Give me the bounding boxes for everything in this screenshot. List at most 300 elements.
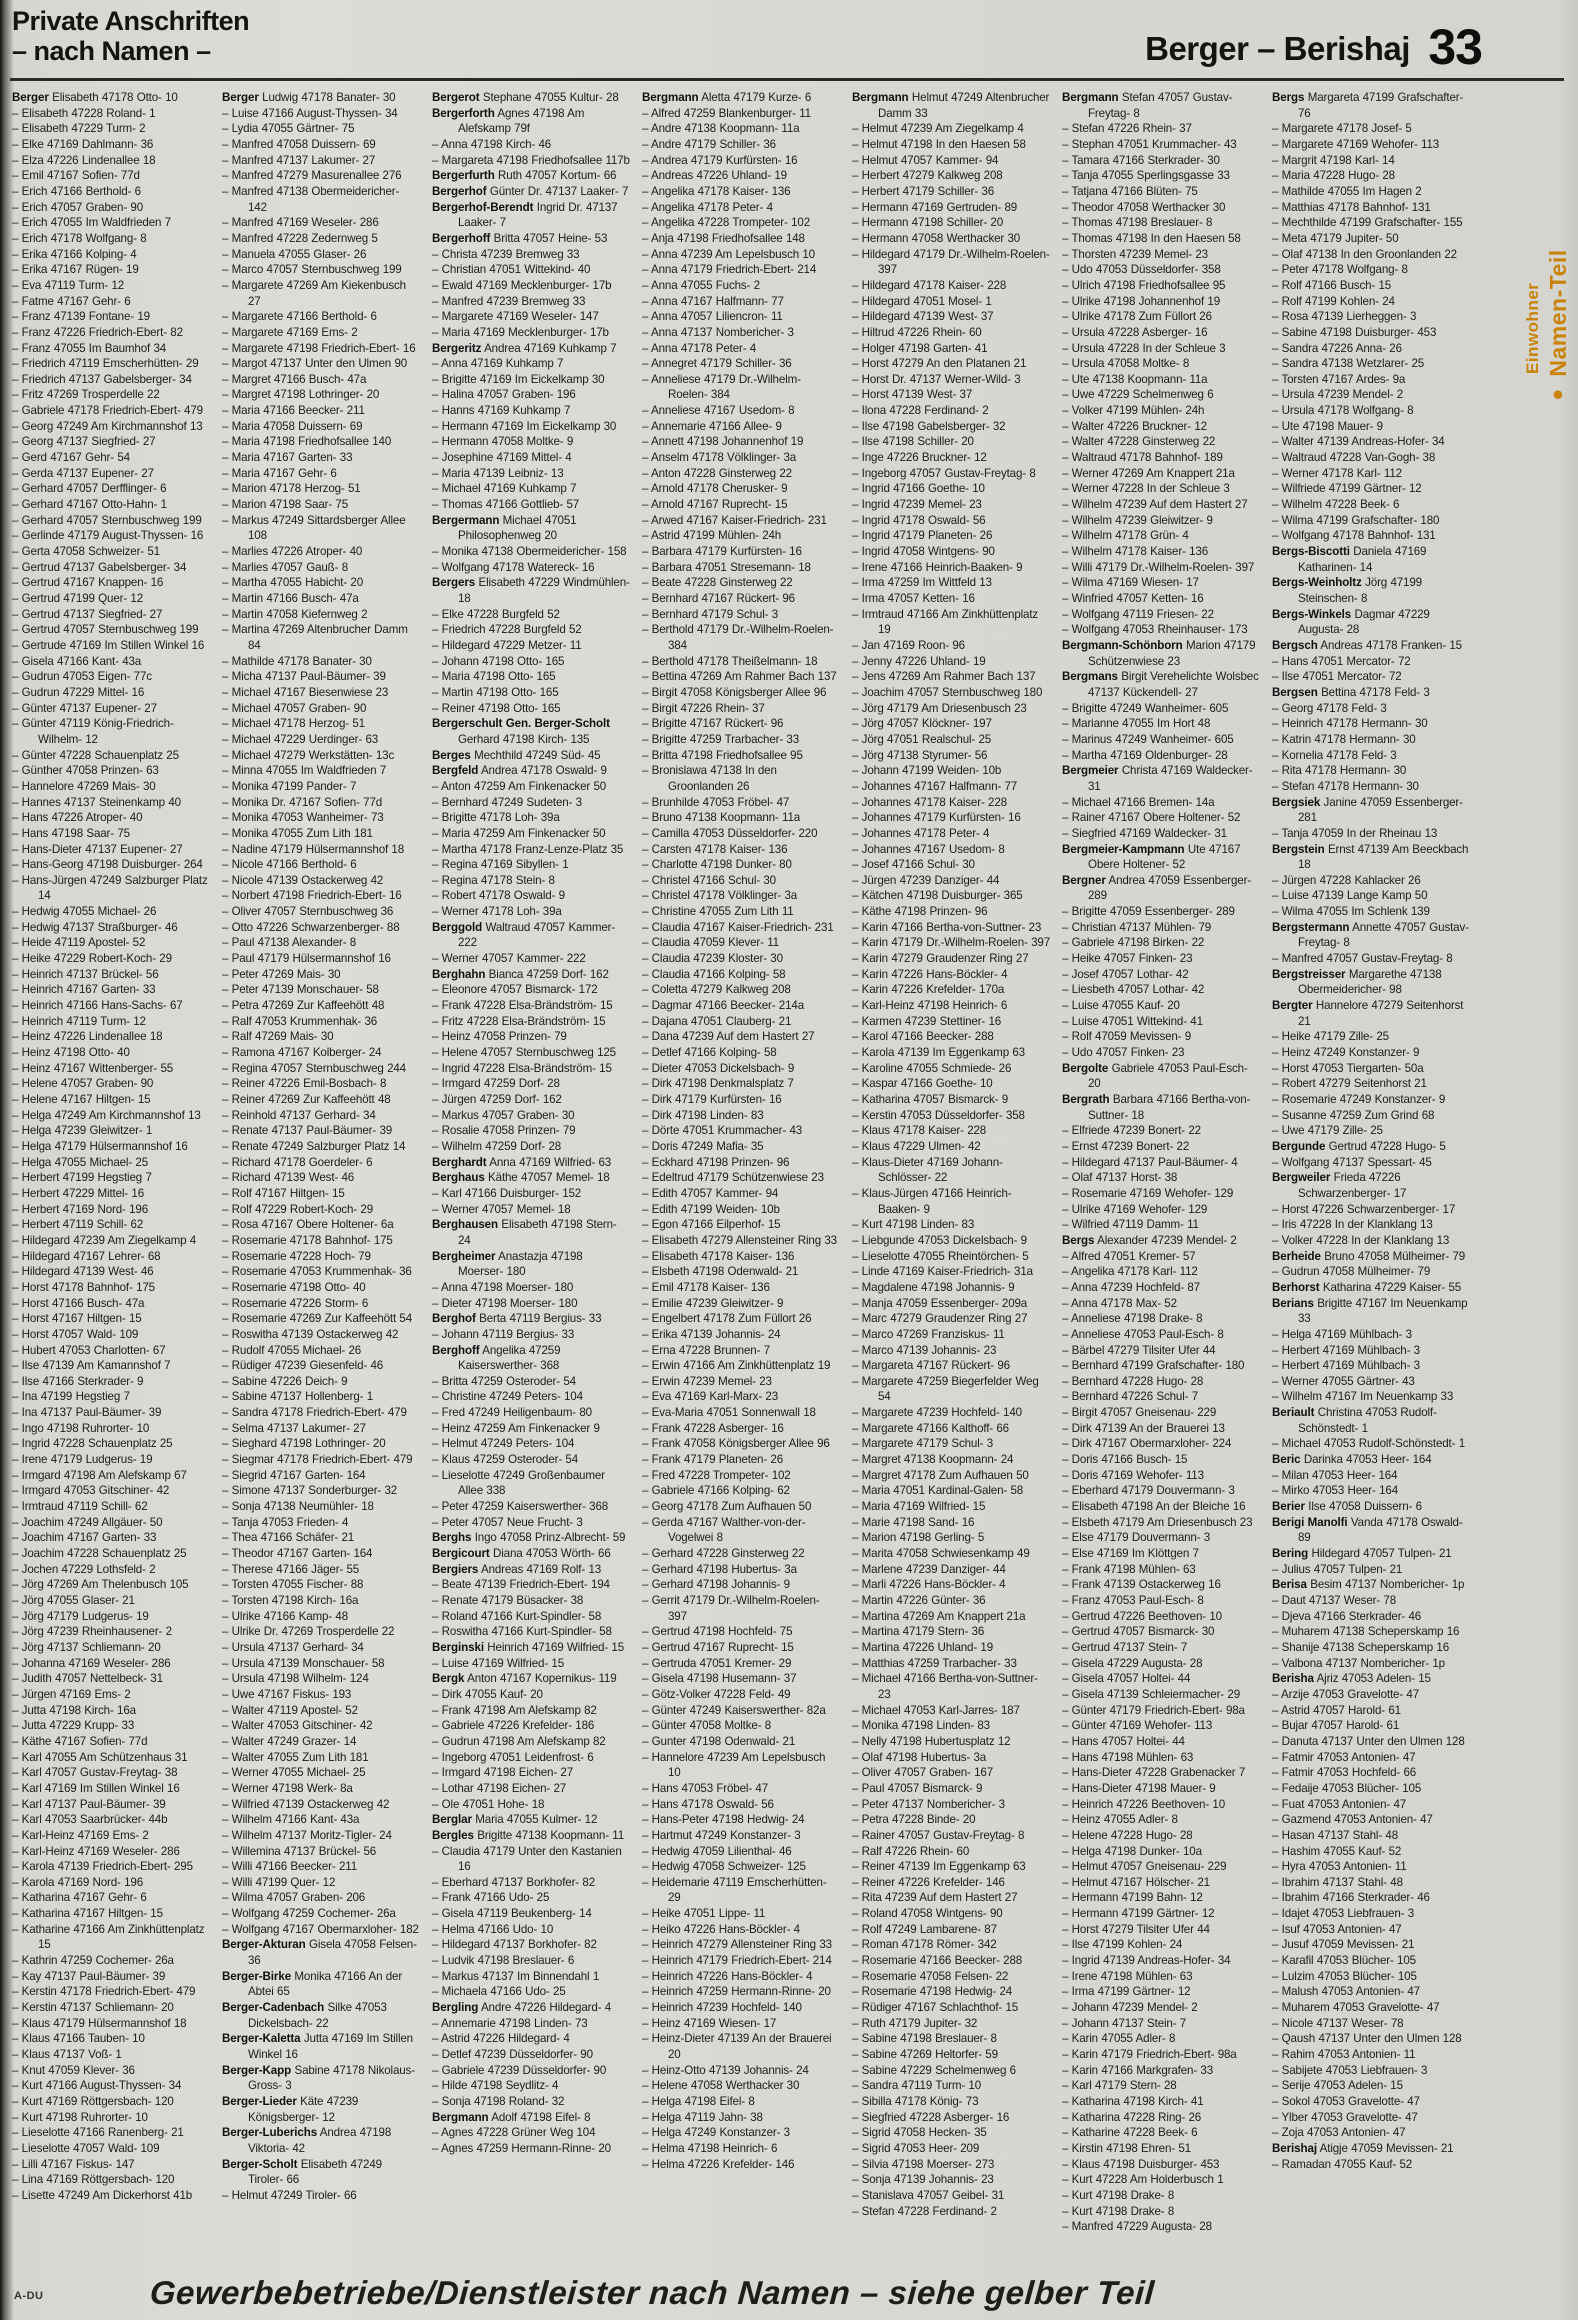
directory-entry: – Heinrich 47166 Hans-Sachs- 67	[12, 999, 183, 1013]
directory-entry: – Helga 47249 Am Kirchmannshof 13	[12, 1108, 201, 1122]
directory-entry: – Bronislawa 47138 In den Groonlanden 26	[642, 764, 777, 793]
directory-entry: Bergeritz Andrea 47169 Kuhkamp 7	[432, 341, 617, 355]
directory-entry: – Dana 47239 Auf dem Hastert 27	[642, 1030, 815, 1044]
directory-entry: – Liebgunde 47053 Dickelsbach- 9	[852, 1233, 1027, 1247]
directory-entry: – Hildegard 47239 Am Ziegelkamp 4	[12, 1233, 197, 1247]
directory-entry: – Gertrud 47057 Sternbuschweg 199	[12, 623, 199, 637]
directory-entry: – Willemina 47137 Brückel- 56	[222, 1844, 377, 1858]
directory-entry: – Manfred 47279 Masurenallee 276	[222, 169, 402, 183]
directory-entry: – Sokol 47053 Gravelotte- 47	[1272, 2095, 1420, 2108]
directory-entry: – Margarete 47179 Schul- 3	[852, 1437, 994, 1451]
directory-entry: – Karin 47166 Bertha-von-Suttner- 23	[852, 920, 1042, 934]
directory-entry: – Gisela 47198 Husemann- 37	[642, 1672, 797, 1686]
directory-entry: – Luise 47051 Wittekind- 41	[1062, 1014, 1203, 1028]
directory-entry: – Nicole 47139 Ostackerweg 42	[222, 873, 384, 887]
directory-entry: – Theodor 47167 Garten- 164	[222, 1547, 373, 1561]
directory-entry: – Horst 47167 Hiltgen- 15	[12, 1312, 142, 1326]
directory-entry: – Josef 47166 Schul- 30	[852, 858, 975, 872]
directory-entry: – Reiner 47198 Otto- 165	[432, 701, 561, 715]
directory-entry: Berger-Birke Monika 47166 An der Abtei 65	[222, 1969, 403, 1999]
directory-entry: – Hartmut 47249 Konstanzer- 3	[642, 1828, 801, 1842]
directory-entry: – Hedwig 47055 Michael- 26	[12, 905, 157, 919]
directory-entry: – Inge 47226 Bruckner- 12	[852, 451, 987, 465]
directory-entry: – Karl-Heinz 47169 Weseler- 286	[12, 1844, 180, 1858]
directory-entry: – Sandra 47138 Wetzlarer- 25	[1272, 357, 1425, 371]
directory-entry: – Emil 47167 Sofien- 77d	[12, 169, 140, 183]
directory-entry: – Jürgen 47239 Danziger- 44	[852, 873, 1000, 887]
directory-entry: – Rosemarie 47058 Felsen- 22	[852, 1969, 1009, 1983]
directory-entry: – Michael 47229 Uerdinger- 63	[222, 732, 379, 746]
directory-entry: – Günter 47179 Friedrich-Ebert- 98a	[1062, 1703, 1245, 1717]
directory-entry: – Regina 47169 Sibyllen- 1	[432, 858, 569, 872]
directory-entry: – Ilse 47051 Mercator- 72	[1272, 670, 1402, 684]
directory-entry: – Karl-Heinz 47198 Heinrich- 6	[852, 999, 1008, 1013]
directory-entry: – Anton 47228 Ginsterweg 22	[642, 466, 792, 480]
directory-entry: – Hans 47198 Mühlen- 63	[1062, 1750, 1194, 1764]
directory-entry: – Michael 47053 Rudolf-Schönstedt- 1	[1272, 1437, 1466, 1451]
directory-entry: – Nicole 47166 Berthold- 6	[222, 858, 357, 872]
directory-entry: – Heinz 47226 Lindenallee 18	[12, 1030, 163, 1044]
directory-entry: – Rolf 47166 Busch- 15	[1272, 278, 1392, 292]
directory-entry: – Klaus 47166 Tauben- 10	[12, 2032, 145, 2046]
directory-entry: – Ilse 47198 Schiller- 20	[852, 435, 974, 449]
directory-entry: – Anneliese 47167 Usedom- 8	[642, 404, 795, 418]
directory-entry: – Elke 47228 Burgfeld 52	[432, 607, 560, 621]
directory-entry: – Hilde 47198 Seydlitz- 4	[432, 2079, 559, 2093]
directory-entry: – Gudrun 47229 Mittel- 16	[12, 685, 145, 699]
directory-entry: – Brigitte 47169 Im Eickelkamp 30	[432, 372, 605, 386]
directory-entry: – Jörg 47055 Glaser- 21	[12, 1594, 135, 1607]
directory-entry: – Ylber 47053 Gravelotte- 47	[1272, 2110, 1418, 2124]
directory-entry: – Karol 47166 Beecker- 288	[852, 1030, 994, 1044]
directory-entry: Bergunde Gertrud 47228 Hugo- 5	[1272, 1139, 1446, 1153]
directory-entry: – Annemarie 47166 Allee- 9	[642, 419, 782, 433]
directory-entry: – Robert 47178 Oswald- 9	[432, 889, 565, 903]
directory-entry: – Kirstin 47198 Ehren- 51	[1062, 2141, 1191, 2155]
directory-entry: – Heike 47051 Lippe- 11	[642, 1907, 766, 1921]
directory-entry: – Ibrahim 47166 Sterkrader- 46	[1272, 1891, 1430, 1905]
directory-entry: – Sabine 47198 Breslauer- 8	[852, 2032, 997, 2046]
directory-entry: – Ilona 47228 Ferdinand- 2	[852, 404, 989, 418]
directory-entry: – Horst 47279 Tilsiter Ufer 44	[1062, 1922, 1210, 1936]
directory-entry: Berisa Besim 47137 Nombericher- 1p	[1272, 1578, 1465, 1592]
directory-entry: – Eva 47169 Karl-Marx- 23	[642, 1390, 778, 1404]
directory-entry: – Heinz 47169 Wiesen- 17	[642, 2016, 777, 2030]
directory-entry: – Erich 47166 Berthold- 6	[12, 184, 141, 198]
directory-entry: – Karola 47139 Im Eggenkamp 63	[852, 1046, 1025, 1060]
directory-entry: – Kurt 47198 Ruhrorter- 10	[12, 2110, 148, 2124]
directory-entry: – Roland 47166 Kurt-Spindler- 58	[432, 1609, 602, 1623]
directory-entry: – Margret 47198 Lothringer- 20	[222, 388, 380, 402]
directory-entry: – Gisela 47139 Schleiermacher- 29	[1062, 1687, 1240, 1701]
directory-entry: – Peter 47139 Monschauer- 58	[222, 983, 379, 997]
directory-entry: – Gabriele 47239 Düsseldorfer- 90	[432, 2063, 607, 2077]
directory-entry: – Manja 47059 Essenberger- 209a	[852, 1296, 1028, 1310]
directory-entry: Bergmans Birgit Verehelichte Wolsbec 47137 Kückendell- 27	[1062, 670, 1259, 699]
directory-entry: – Ilse 47198 Gabelsberger- 32	[852, 419, 1006, 433]
directory-entry: – Hedwig 47137 Straßburger- 46	[12, 920, 178, 934]
directory-entry: – Rosemarie 47166 Beecker- 288	[852, 1954, 1023, 1968]
directory-entry: – Tanja 47055 Sperlingsgasse 33	[1062, 169, 1230, 183]
directory-entry: Bergerforth Agnes 47198 Am Alefskamp 79f	[432, 106, 585, 136]
directory-entry: – Werner 47055 Gärtner- 43	[1272, 1374, 1415, 1388]
directory-entry: – Christel 47178 Völklinger- 3a	[642, 889, 798, 903]
directory-entry: – Brigitte 47178 Loh- 39a	[432, 811, 560, 825]
directory-entry: – Helmut 47239 Am Ziegelkamp 4	[852, 122, 1024, 136]
directory-entry: – Edith 47199 Weiden- 10b	[642, 1202, 780, 1216]
directory-entry: – Fuat 47053 Antonien- 47	[1272, 1797, 1407, 1811]
directory-entry: – Rita 47178 Hermann- 30	[1272, 764, 1407, 778]
directory-entry: – Ewald 47169 Mecklenburger- 17b	[432, 278, 612, 292]
directory-entry: – Hermann 47199 Bahn- 12	[1062, 1891, 1203, 1905]
directory-entry: – Walter 47055 Zum Lith 181	[222, 1750, 369, 1764]
directory-entry: Berier Ilse 47058 Duissern- 6	[1272, 1500, 1422, 1514]
directory-entry: – Karl 47053 Saarbrücker- 44b	[12, 1813, 168, 1827]
directory-entry: Berghaus Käthe 47057 Memel- 18	[432, 1171, 610, 1185]
directory-entry: – Katharina 47228 Ring- 26	[1062, 2110, 1202, 2124]
directory-entry: – Manfred 47169 Weseler- 286	[222, 216, 379, 230]
directory-entry: – Ingeborg 47051 Leidenfrost- 6	[432, 1750, 594, 1764]
directory-entry: – Karin 47179 Dr.-Wilhelm-Roelen- 397	[852, 936, 1050, 950]
directory-entry: – Nicole 47137 Weser- 78	[1272, 2016, 1404, 2030]
directory-entry: – Klaus-Jürgen 47166 Heinrich-Baaken- 9	[852, 1186, 1012, 1216]
directory-entry: – Walter 47119 Apostel- 52	[222, 1703, 358, 1717]
directory-entry: – Tamara 47166 Sterkrader- 30	[1062, 153, 1220, 167]
directory-entry: – Birgit 47058 Königsberger Allee 96	[642, 685, 827, 699]
directory-entry: – Rolf 47229 Robert-Koch- 29	[222, 1202, 374, 1216]
directory-entry: – Olaf 47138 In den Groonlanden 22	[1272, 247, 1457, 261]
directory-entry: – Sandra 47226 Anna- 26	[1272, 341, 1402, 355]
directory-entry: – Tanja 47053 Frieden- 4	[222, 1515, 349, 1529]
directory-entry: – Ute 47198 Mauer- 9	[1272, 419, 1383, 433]
directory-entry: – Lulzim 47053 Blücher- 105	[1272, 1969, 1417, 1983]
directory-entry: – Johann 47239 Mendel- 2	[1062, 2001, 1198, 2015]
header-name-range	[1145, 18, 1482, 76]
directory-entry: – Rosa 47139 Lierheggen- 3	[1272, 310, 1417, 324]
directory-entry: – Hedwig 47059 Lilienthal- 46	[642, 1844, 792, 1858]
directory-entry: – Petra 47228 Binde- 20	[852, 1813, 976, 1827]
directory-entry: – Gabriele 47198 Birken- 22	[1062, 936, 1205, 950]
directory-entry: – Ulrike 47198 Johannenhof 19	[1062, 294, 1220, 308]
directory-entry: – Jürgen 47228 Kahlacker 26	[1272, 873, 1421, 887]
directory-entry: Bergstreisser Margarethe 47138 Obermeidericher- 98	[1272, 967, 1442, 997]
directory-entry: – Shanije 47138 Scheperskamp 16	[1272, 1640, 1450, 1654]
directory-entry: – Heidemarie 47119 Emscherhütten- 29	[642, 1875, 827, 1905]
directory-entry: – Minna 47055 Im Waldfrieden 7	[222, 764, 387, 778]
directory-entry: – Roswitha 47166 Kurt-Spindler- 58	[432, 1625, 612, 1639]
directory-entry: – Wilhelm 47259 Dorf- 28	[432, 1139, 562, 1153]
directory-entry: Bergerhof-Berendt Ingrid Dr. 47137 Laaker- 7	[432, 200, 618, 230]
directory-entry: – Irmtraud 47166 Am Zinkhüttenplatz 19	[852, 607, 1039, 637]
section-tab-einwohner: Einwohner	[1523, 282, 1542, 374]
directory-entry: – Helma 47198 Heinrich- 6	[642, 2141, 778, 2155]
directory-entry: – Muharem 47053 Gravelotte- 47	[1272, 2001, 1440, 2015]
directory-entry: – Hans 47226 Atroper- 40	[12, 811, 143, 825]
directory-entry: – Reiner 47226 Krefelder- 146	[852, 1875, 1005, 1889]
directory-entry: – Manuela 47055 Glaser- 26	[222, 247, 367, 261]
directory-entry: – Margarete 47169 Weseler- 147	[432, 310, 599, 324]
directory-entry: Berhorst Katharina 47229 Kaiser- 55	[1272, 1280, 1462, 1294]
directory-entry: – Birgit 47057 Gneisenau- 229	[1062, 1406, 1217, 1420]
directory-entry: – Norbert 47198 Friedrich-Ebert- 16	[222, 889, 402, 903]
directory-entry: – Gerhard 47057 Derfflinger- 6	[12, 482, 167, 496]
directory-entry: – Ernst 47239 Bonert- 22	[1062, 1139, 1190, 1153]
directory-entry: – Sonja 47139 Johannis- 23	[852, 2173, 994, 2187]
directory-entry: – Erich 47178 Wolfgang- 8	[12, 231, 147, 245]
directory-entry: – Eleonore 47057 Bismarck- 172	[432, 983, 598, 997]
directory-entry: – Karin 47179 Friedrich-Ebert- 98a	[1062, 2048, 1237, 2062]
directory-entry: – Reiner 47226 Emil-Bosbach- 8	[222, 1077, 387, 1091]
directory-entry: – Werner 47228 In der Schleue 3	[1062, 482, 1230, 496]
directory-entry: – Alfred 47259 Blankenburger- 11	[642, 106, 811, 120]
directory-entry: – Herbert 47119 Schill- 62	[12, 1218, 144, 1232]
directory-entry: Berghardt Anna 47169 Wilfried- 63	[432, 1155, 612, 1169]
directory-entry: – Margarete 47169 Ems- 2	[222, 325, 358, 339]
directory-entry: – Monika 47055 Zum Lith 181	[222, 826, 373, 840]
directory-entry: Bergsen Bettina 47178 Feld- 3	[1272, 685, 1430, 699]
directory-entry: Berges Mechthild 47249 Süd- 45	[432, 748, 601, 762]
directory-entry: – Judith 47057 Nettelbeck- 31	[12, 1672, 163, 1686]
directory-entry: – Heike 47057 Finken- 23	[1062, 952, 1193, 966]
directory-entry: – Horst 47178 Bahnhof- 175	[12, 1280, 155, 1294]
directory-entry: – Thomas 47198 In den Haesen 58	[1062, 231, 1241, 245]
directory-entry: – Ibrahim 47137 Stahl- 48	[1272, 1875, 1403, 1889]
directory-entry: – Erika 47167 Rügen- 19	[12, 263, 139, 277]
directory-entry: – Hildegard 47178 Kaiser- 228	[852, 278, 1007, 292]
directory-entry: – Waltraud 47178 Bahnhof- 189	[1062, 451, 1223, 465]
directory-entry: – Irmgard 47198 Eichen- 27	[432, 1766, 574, 1780]
directory-entry: – Gertrud 47167 Ruprecht- 15	[642, 1640, 794, 1654]
directory-entry: – Britta 47259 Osteroder- 54	[432, 1374, 576, 1388]
directory-entry: Berigi Manolfi Vanda 47178 Oswald- 89	[1272, 1515, 1463, 1545]
directory-entry: – Wilma 47199 Grafschafter- 180	[1272, 513, 1440, 527]
directory-entry: – Gerhard 47057 Sternbuschweg 199	[12, 513, 202, 527]
directory-entry: – Elke 47169 Dahlmann- 36	[12, 137, 154, 151]
directory-entry: – Michael 47169 Kuhkamp 7	[432, 482, 577, 496]
directory-entry: – Emilie 47239 Gleiwitzer- 9	[642, 1296, 784, 1310]
directory-entry: – Bernhard 47167 Rückert- 96	[642, 592, 795, 605]
directory-entry: – Martina 47179 Stern- 36	[852, 1625, 985, 1639]
directory-entry: – Jens 47269 Am Rahmer Bach 137	[852, 670, 1036, 684]
directory-entry: – Fatme 47167 Gehr- 6	[12, 294, 131, 308]
directory-entry: – Helmut 47249 Peters- 104	[432, 1437, 575, 1451]
directory-entry: – Gerrit 47179 Dr.-Wilhelm-Roelen- 397	[642, 1594, 820, 1623]
directory-entry: – Andre 47138 Koopmann- 11a	[642, 122, 800, 136]
directory-entry: – Mirko 47053 Heer- 164	[1272, 1484, 1398, 1498]
directory-entry: – Klaus-Dieter 47169 Johann-Schlösser- 22	[852, 1155, 1003, 1185]
directory-entry: Bergerschult Gen. Berger-Scholt Gerhard 47198 Kirch- 135	[432, 717, 610, 746]
directory-entry: – Selma 47137 Lakumer- 27	[222, 1421, 366, 1435]
directory-entry: – Werner 47055 Michael- 25	[222, 1766, 366, 1780]
directory-entry: – Heiko 47226 Hans-Böckler- 4	[642, 1922, 800, 1936]
directory-entry: – Heinrich 47179 Friedrich-Ebert- 214	[642, 1954, 832, 1968]
directory-entry: Bergs-Weinholtz Jörg 47199 Steinschen- 8	[1272, 576, 1422, 605]
directory-entry: – Elisabeth 47229 Turm- 2	[12, 122, 146, 136]
directory-entry: – Bettina 47269 Am Rahmer Bach 137	[642, 670, 837, 684]
directory-entry: – Volker 47199 Mühlen- 24h	[1062, 404, 1205, 418]
directory-entry: – Detlef 47166 Kolping- 58	[642, 1046, 777, 1060]
directory-entry: – Heinrich 47226 Beethoven- 10	[1062, 1797, 1225, 1811]
directory-entry: – Hildegard 47167 Lehrer- 68	[12, 1249, 161, 1263]
directory-entry: – Roland 47058 Wintgens- 90	[852, 1907, 1003, 1921]
directory-entry: – Werner 47057 Memel- 18	[432, 1202, 571, 1216]
directory-entry: – Serije 47053 Adelen- 15	[1272, 2079, 1403, 2093]
directory-entry: – Sigrid 47053 Heer- 209	[852, 2141, 980, 2155]
directory-entry: – Ina 47137 Paul-Bäumer- 39	[12, 1406, 162, 1420]
directory-entry: – Margrit 47198 Karl- 14	[1272, 153, 1395, 167]
directory-entry: – Andre 47179 Schiller- 36	[642, 137, 776, 151]
directory-entry: – Stefan 47228 Ferdinand- 2	[852, 2204, 997, 2218]
directory-entry: – Eckhard 47198 Prinzen- 96	[642, 1155, 790, 1169]
directory-entry: – Heinz 47249 Konstanzer- 9	[1272, 1046, 1420, 1060]
directory-entry: – Rosemarie 47269 Zur Kaffeehött 54	[222, 1312, 413, 1326]
directory-entry: – Jochen 47229 Lothsfeld- 2	[12, 1562, 156, 1576]
directory-entry: – Rolf 47199 Kohlen- 24	[1272, 294, 1395, 308]
directory-entry: – Martha 47055 Habicht- 20	[222, 576, 364, 590]
directory-entry: – Helmut 47057 Gneisenau- 229	[1062, 1860, 1227, 1874]
directory-entry: – Horst 47053 Tiergarten- 50a	[1272, 1061, 1424, 1075]
directory-entry: – Andrea 47179 Kurfürsten- 16	[642, 153, 798, 167]
directory-entry: – Marion 47198 Gerling- 5	[852, 1531, 985, 1545]
directory-entry: – Ralf 47269 Mais- 30	[222, 1030, 334, 1044]
directory-entry: – Horst 47279 An den Platanen 21	[852, 357, 1027, 371]
directory-entry: – Johannes 47167 Halfmann- 77	[852, 779, 1018, 793]
directory-entry: – Dirk 47198 Denkmalsplatz 7	[642, 1077, 794, 1091]
directory-entry: – Doris 47169 Wehofer- 113	[1062, 1468, 1204, 1482]
directory-entry: – Karin 47055 Adler- 8	[1062, 2032, 1176, 2046]
directory-entry: – Katharina 47167 Hiltgen- 15	[12, 1907, 163, 1921]
directory-entry: – Willi 47166 Beecker- 211	[222, 1860, 357, 1874]
directory-entry: – Rosemarie 47178 Bahnhof- 175	[222, 1233, 393, 1247]
directory-entry: – Paul 47179 Hülsermannshof 16	[222, 952, 391, 966]
directory-entry: – Jutta 47198 Kirch- 16a	[12, 1703, 136, 1717]
directory-entry: – Irma 47057 Ketten- 16	[852, 592, 975, 605]
directory-entry: – Ole 47051 Hohe- 18	[432, 1797, 545, 1811]
directory-entry: – Ina 47199 Hegstieg 7	[12, 1390, 130, 1404]
directory-entry: – Iris 47228 In der Klanklang 13	[1272, 1218, 1433, 1232]
directory-entry: – Werner 47178 Karl- 112	[1272, 466, 1402, 480]
directory-entry: – Annegret 47179 Schiller- 36	[642, 357, 792, 371]
directory-entry: – Torsten 47055 Fischer- 88	[222, 1578, 364, 1592]
directory-entry: – Gabriele 47166 Kolping- 62	[642, 1484, 790, 1498]
directory-entry: – Erika 47166 Kolping- 4	[12, 247, 137, 261]
directory-entry: – Roswitha 47139 Ostackerweg 42	[222, 1327, 399, 1341]
directory-entry: – Manfred 47058 Duissern- 69	[222, 137, 376, 151]
directory-entry: – Gertrud 47226 Beethoven- 10	[1062, 1609, 1222, 1623]
directory-entry: – Günter 47228 Schauenplatz 25	[12, 748, 179, 762]
directory-entry: – Michael 47279 Werkstätten- 13c	[222, 748, 395, 762]
directory-entry: Bergstein Ernst 47139 Am Beeckbach 18	[1272, 842, 1469, 872]
directory-entry: Bergiers Andreas 47169 Rolf- 13	[432, 1562, 602, 1576]
directory-entry: – Sonja 47138 Neumühler- 18	[222, 1500, 374, 1514]
directory-entry: – Ruth 47179 Jupiter- 32	[852, 2016, 978, 2030]
directory-entry: – Hermann 47169 Gertruden- 89	[852, 200, 1018, 214]
directory-entry: – Ingrid 47179 Planeten- 26	[852, 529, 993, 543]
directory-entry: – Karola 47139 Friedrich-Ebert- 295	[12, 1860, 193, 1874]
directory-entry: Bergrath Barbara 47166 Bertha-von-Suttner- 18	[1062, 1093, 1251, 1122]
directory-entry: – Karmen 47239 Stettiner- 16	[852, 1014, 1002, 1028]
directory-entry: – Horst Dr. 47137 Werner-Wild- 3	[852, 372, 1021, 386]
directory-entry: – Helga 47198 Eifel- 8	[642, 2095, 755, 2108]
directory-entry: – Günter 47249 Kaiserswerther- 82a	[642, 1703, 826, 1717]
directory-entry: – Irene 47166 Heinrich-Baaken- 9	[852, 560, 1023, 574]
directory-entry: – Arnold 47167 Ruprecht- 15	[642, 498, 788, 512]
directory-entry: – Klaus 47198 Duisburger- 453	[1062, 2157, 1220, 2171]
directory-entry: Bergfeld Andrea 47178 Oswald- 9	[432, 764, 607, 778]
directory-entry: – Kurt 47169 Röttgersbach- 120	[12, 2095, 174, 2108]
directory-entry: – Maria 47228 Hugo- 28	[1272, 169, 1395, 183]
directory-entry: Berger-Kapp Sabine 47178 Nikolaus-Gross- 3	[222, 2063, 415, 2093]
page-title-line2: – nach Namen –	[12, 36, 211, 66]
directory-entry: – Götz-Volker 47228 Feld- 49	[642, 1687, 791, 1701]
directory-entry: – Bernhard 47199 Grafschafter- 180	[1062, 1359, 1245, 1373]
directory-entry: – Wilma 47057 Graben- 206	[222, 1891, 366, 1905]
directory-entry: – Franz 47139 Fontane- 19	[12, 310, 150, 324]
directory-entry: – Ingrid 47058 Wintgens- 90	[852, 545, 995, 559]
directory-entry: – Marion 47178 Herzog- 51	[222, 482, 361, 496]
directory-entry: Berishaj Atigje 47059 Mevissen- 21	[1272, 2141, 1454, 2155]
directory-entry: – Sabine 47229 Schelmenweg 6	[852, 2063, 1016, 2077]
directory-entry: – Brigitte 47167 Rückert- 96	[642, 717, 784, 731]
directory-entry: – Sandra 47119 Turm- 10	[852, 2079, 982, 2093]
directory-entry: – Charlotte 47198 Dunker- 80	[642, 858, 792, 872]
directory-entry: Berginski Heinrich 47169 Wilfried- 15	[432, 1640, 624, 1654]
directory-entry: – Udo 47053 Düsseldorfer- 358	[1062, 263, 1221, 277]
directory-entry: – Ursula 47139 Monschauer- 58	[222, 1656, 385, 1670]
directory-entry: – Angelika 47178 Karl- 112	[1062, 1265, 1198, 1279]
directory-entry: – Jörg 47179 Am Driesenbusch 23	[852, 701, 1027, 715]
directory-entry: – Susanne 47259 Zum Grind 68	[1272, 1108, 1435, 1122]
directory-entry: – Torsten 47167 Ardes- 9a	[1272, 372, 1406, 386]
directory-entry: – Markus 47249 Sittardsberger Allee 108	[222, 513, 406, 543]
directory-entry: – Johann 47119 Bergius- 33	[432, 1327, 575, 1341]
directory-entry: – Margarete 47178 Josef- 5	[1272, 122, 1412, 136]
directory-entry: – Ralf 47226 Rhein- 60	[852, 1844, 970, 1858]
directory-column	[12, 90, 210, 2274]
directory-entry: – Manfred 47138 Obermeidericher- 142	[222, 184, 400, 214]
directory-entry: – Carsten 47178 Kaiser- 136	[642, 842, 788, 856]
directory-entry: – Sabine 47226 Deich- 9	[222, 1374, 348, 1388]
directory-entry: – Dieter 47053 Dickelsbach- 9	[642, 1061, 795, 1075]
directory-entry: – Karoline 47055 Schmiede- 26	[852, 1061, 1012, 1075]
directory-entry: – Franz 47055 Im Baumhof 34	[12, 341, 167, 355]
directory-entry: – Holger 47198 Garten- 41	[852, 341, 988, 355]
directory-entry: – Anna 47137 Nombericher- 3	[642, 325, 794, 339]
directory-entry: – Margarete 47269 Am Kiekenbusch 27	[222, 278, 406, 308]
directory-entry: – Reiner 47139 Im Eggenkamp 63	[852, 1860, 1026, 1874]
directory-entry: – Manfred 47229 Augusta- 28	[1062, 2220, 1212, 2234]
directory-entry: – Günther 47058 Prinzen- 63	[12, 764, 159, 778]
directory-entry: – Marlene 47239 Danziger- 44	[852, 1562, 1006, 1576]
directory-entry: – Karin 47166 Markgrafen- 33	[1062, 2063, 1214, 2077]
directory-entry: – Heinz 47167 Wittenberger- 55	[12, 1061, 174, 1075]
directory-entry: – Anna 47169 Kuhkamp 7	[432, 357, 564, 371]
directory-entry: Berger-Akturan Gisela 47058 Felsen- 36	[222, 1938, 417, 1968]
directory-entry: – Marlies 47226 Atroper- 40	[222, 545, 363, 559]
directory-entry: – Jörg 47051 Realschul- 25	[852, 732, 992, 746]
directory-entry: – Hedwig 47058 Schweizer- 125	[642, 1860, 806, 1874]
directory-entry: – Horst 47166 Busch- 47a	[12, 1296, 145, 1310]
directory-entry: – Petra 47269 Zur Kaffeehött 48	[222, 999, 385, 1013]
directory-entry: – Heide 47119 Apostel- 52	[12, 936, 146, 950]
directory-entry: – Marita 47058 Schwiesenkamp 49	[852, 1547, 1030, 1561]
directory-entry: – Ulrich 47198 Friedhofsallee 95	[1062, 278, 1226, 292]
directory-entry: – Anna 47198 Moerser- 180	[432, 1280, 574, 1294]
directory-entry: Berians Brigitte 47167 Im Neuenkamp 33	[1272, 1296, 1468, 1326]
directory-entry: – Bärbel 47279 Tilsiter Ufer 44	[1062, 1343, 1216, 1357]
directory-entry: – Anna 47239 Am Lepelsbusch 10	[642, 247, 815, 261]
directory-entry: – Günter 47058 Moltke- 8	[642, 1719, 772, 1733]
